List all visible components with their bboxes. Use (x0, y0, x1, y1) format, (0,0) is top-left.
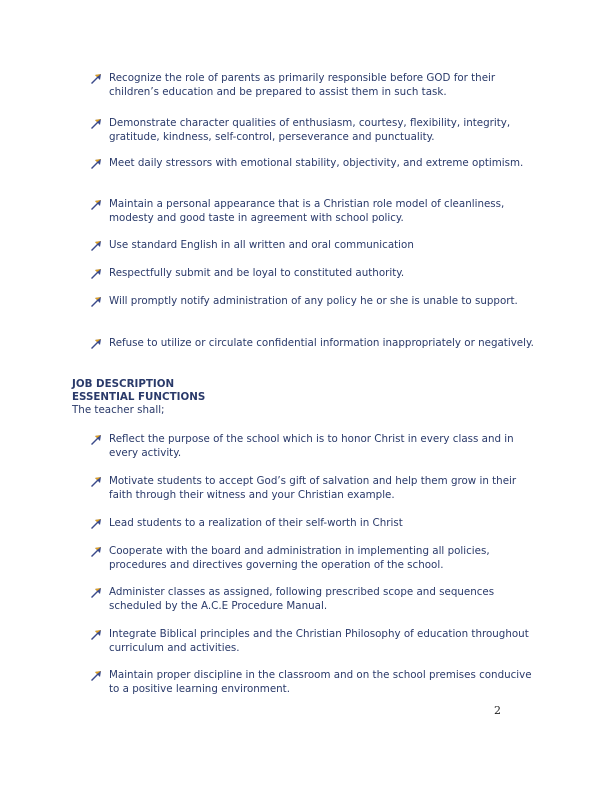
list-item-text: Integrate Biblical principles and the Christian Philosophy of education throughout curriculum and activities. (109, 628, 529, 654)
page-number: 2 (494, 704, 501, 717)
list-item-text: Demonstrate character qualities of enthusiasm, courtesy, flexibility, integrity, gratitude, kindness, self-control, perseverance and punctuality. (109, 117, 511, 143)
arrow-bullet-icon (90, 338, 102, 350)
arrow-bullet-icon (90, 118, 102, 130)
list-item-text: Meet daily stressors with emotional stability, objectivity, and extreme optimism. (109, 157, 524, 169)
arrow-bullet-icon (90, 73, 102, 85)
arrow-bullet-icon (90, 518, 102, 530)
section-subheading: ESSENTIAL FUNCTIONS (72, 391, 206, 403)
list-item-text: Reflect the purpose of the school which is to honor Christ in every class and in every activity. (109, 433, 514, 459)
list-item-text: Respectfully submit and be loyal to constituted authority. (109, 267, 405, 279)
arrow-bullet-icon (90, 268, 102, 280)
list-item-text: Refuse to utilize or circulate confidential information inappropriately or negatively. (109, 337, 534, 349)
list-item-text: Administer classes as assigned, following prescribed scope and sequences scheduled by the A.C.E Procedure Manual. (109, 586, 495, 612)
list-item-text: Maintain a personal appearance that is a Christian role model of cleanliness, modesty and good taste in agreement with school policy. (109, 198, 505, 224)
arrow-bullet-icon (90, 476, 102, 488)
list-item-text: Cooperate with the board and administration in implementing all policies, procedures and directives governing the operation of the school. (109, 545, 490, 571)
arrow-bullet-icon (90, 670, 102, 682)
arrow-bullet-icon (90, 158, 102, 170)
arrow-bullet-icon (90, 240, 102, 252)
section-heading: JOB DESCRIPTION (72, 378, 175, 390)
list-item-text: Motivate students to accept God’s gift of salvation and help them grow in their faith through their witness and your Christian example. (109, 475, 517, 501)
list-item-text: Recognize the role of parents as primarily responsible before GOD for their children’s education and be prepared to assist them in such task. (109, 72, 496, 98)
intro-text: The teacher shall; (72, 404, 165, 416)
list-item-text: Maintain proper discipline in the classroom and on the school premises conducive to a positive learning environment. (109, 669, 532, 695)
arrow-bullet-icon (90, 629, 102, 641)
list-item-text: Will promptly notify administration of any policy he or she is unable to support. (109, 295, 518, 307)
list-item-text: Lead students to a realization of their self-worth in Christ (109, 517, 403, 529)
list-item-text: Use standard English in all written and oral communication (109, 239, 414, 251)
arrow-bullet-icon (90, 296, 102, 308)
arrow-bullet-icon (90, 434, 102, 446)
arrow-bullet-icon (90, 587, 102, 599)
arrow-bullet-icon (90, 199, 102, 211)
arrow-bullet-icon (90, 546, 102, 558)
